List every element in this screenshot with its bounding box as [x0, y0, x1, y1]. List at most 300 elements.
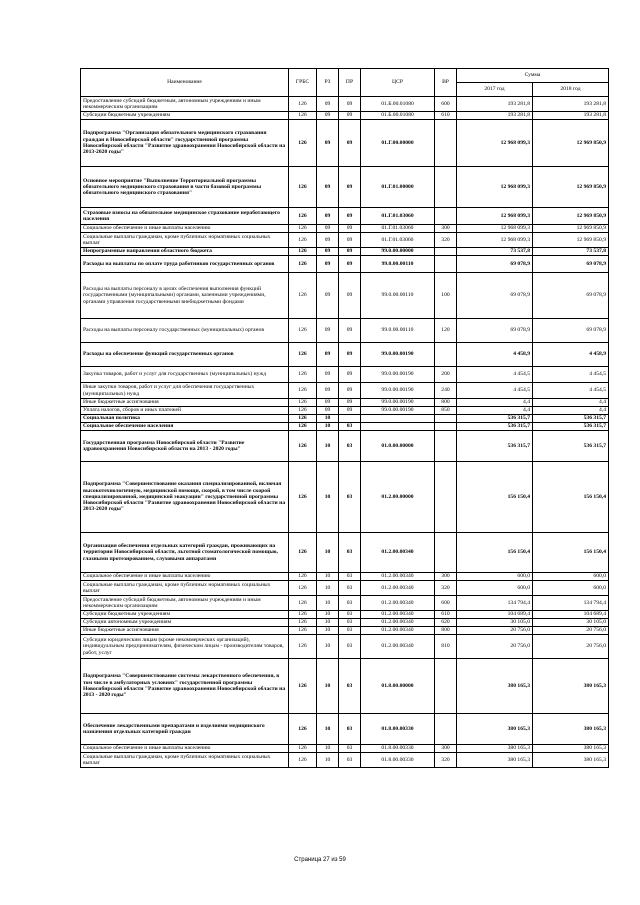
cell-y2018: 4 458,9 — [533, 343, 609, 367]
cell-y2017: 600,0 — [457, 581, 533, 596]
cell-grbs: 126 — [289, 112, 317, 120]
cell-name: Социальная политика — [81, 415, 289, 423]
cell-rz: 09 — [317, 399, 339, 407]
header-csr: ЦСР — [361, 69, 435, 97]
cell-grbs: 126 — [289, 745, 317, 753]
cell-pr: 03 — [339, 462, 361, 533]
cell-y2017: 193 281,8 — [457, 97, 533, 112]
cell-vr — [435, 415, 457, 423]
cell-pr: 09 — [339, 208, 361, 225]
cell-y2017: 536 315,7 — [457, 423, 533, 431]
cell-y2017: 193 281,8 — [457, 112, 533, 120]
cell-name: Закупка товаров, работ и услуг для государственных (муниципальных) нужд — [81, 367, 289, 383]
cell-y2018: 536 315,7 — [533, 423, 609, 431]
table-row — [81, 248, 609, 256]
cell-csr: 01.Г.01.03060 — [361, 233, 435, 248]
cell-pr: 09 — [339, 399, 361, 407]
cell-y2017: 12 968 099,3 — [457, 120, 533, 167]
cell-y2017: 536 315,7 — [457, 431, 533, 462]
header-pr: ПР — [339, 69, 361, 97]
header-name: Наименование — [81, 69, 289, 97]
cell-pr: 09 — [339, 273, 361, 319]
table-row — [81, 596, 609, 611]
cell-csr: 01.8.00.00330 — [361, 753, 435, 768]
cell-grbs: 126 — [289, 225, 317, 233]
cell-y2018: 193 281,8 — [533, 97, 609, 112]
cell-csr: 01.0.00.00000 — [361, 431, 435, 462]
cell-name: Расходы на выплаты персоналу в целях обеспечения выполнения функций государственными (муниципальными) органами, казенными учреждениями, органами управления государственными внебюджетными фондами — [81, 273, 289, 319]
cell-rz: 09 — [317, 407, 339, 415]
header-2018: 2018 год — [533, 83, 609, 97]
cell-vr: 300 — [435, 573, 457, 581]
cell-pr: 03 — [339, 619, 361, 627]
cell-pr: 03 — [339, 573, 361, 581]
table-row — [81, 431, 609, 462]
cell-y2017: 380 165,3 — [457, 753, 533, 768]
cell-vr: 120 — [435, 319, 457, 343]
cell-pr: 03 — [339, 753, 361, 768]
cell-y2018: 536 315,7 — [533, 415, 609, 423]
cell-name: Подпрограмма "Организация обязательного медицинского страхования граждан в Новосибирской области" государственной программы Новосибирской области "Развитие здравоохранения Новосибирской области на 2013-2020 годы" — [81, 120, 289, 167]
cell-pr: 09 — [339, 167, 361, 208]
cell-grbs: 126 — [289, 423, 317, 431]
cell-csr: 01.Б.00.01080 — [361, 97, 435, 112]
cell-vr: 100 — [435, 273, 457, 319]
cell-y2018: 4 454,5 — [533, 383, 609, 399]
cell-grbs: 126 — [289, 753, 317, 768]
table-row — [81, 407, 609, 415]
cell-vr — [435, 431, 457, 462]
cell-rz: 10 — [317, 753, 339, 768]
cell-rz: 10 — [317, 573, 339, 581]
cell-rz: 10 — [317, 619, 339, 627]
cell-rz: 09 — [317, 256, 339, 273]
cell-y2017: 20 756,0 — [457, 627, 533, 635]
table-row — [81, 112, 609, 120]
cell-vr: 610 — [435, 112, 457, 120]
cell-csr — [361, 415, 435, 423]
cell-y2018: 12 969 850,9 — [533, 167, 609, 208]
cell-csr: 99.0.00.00000 — [361, 248, 435, 256]
cell-csr: 01.Г.00.00000 — [361, 120, 435, 167]
table-row — [81, 627, 609, 635]
cell-y2018: 156 150,4 — [533, 462, 609, 533]
cell-pr: 09 — [339, 248, 361, 256]
cell-vr: 800 — [435, 399, 457, 407]
cell-grbs: 126 — [289, 167, 317, 208]
cell-vr: 800 — [435, 627, 457, 635]
cell-csr: 99.0.00.00190 — [361, 343, 435, 367]
cell-grbs: 126 — [289, 533, 317, 573]
cell-vr — [435, 423, 457, 431]
cell-vr: 600 — [435, 97, 457, 112]
cell-y2018: 4 454,5 — [533, 367, 609, 383]
table-row — [81, 399, 609, 407]
cell-grbs: 126 — [289, 714, 317, 745]
cell-rz: 09 — [317, 383, 339, 399]
cell-vr: 610 — [435, 611, 457, 619]
cell-y2018: 380 165,3 — [533, 745, 609, 753]
cell-rz: 09 — [317, 208, 339, 225]
cell-y2018: 380 165,3 — [533, 714, 609, 745]
table-row — [81, 167, 609, 208]
cell-csr: 99.0.00.00190 — [361, 407, 435, 415]
table-row — [81, 383, 609, 399]
cell-pr: 09 — [339, 225, 361, 233]
cell-y2018: 380 165,3 — [533, 659, 609, 714]
cell-vr: 320 — [435, 753, 457, 768]
cell-y2018: 69 078,9 — [533, 319, 609, 343]
cell-csr: 01.2.00.00340 — [361, 596, 435, 611]
cell-vr: 320 — [435, 233, 457, 248]
cell-y2018: 12 969 850,9 — [533, 225, 609, 233]
cell-pr: 09 — [339, 319, 361, 343]
cell-rz: 09 — [317, 367, 339, 383]
cell-name: Обеспечение лекарственными препаратами и изделиями медицинского назначения отдельных категорий граждан — [81, 714, 289, 745]
cell-name: Подпрограмма "Совершенствование оказания специализированной, включая высокотехнологичную, медицинской помощи, скорой, в том числе скорой специализированной, медицинской эвакуации" государственной программы Новосибирской области "Развитие здравоохранения Новосибирской области на 2013-2020 годы" — [81, 462, 289, 533]
cell-grbs: 126 — [289, 635, 317, 659]
cell-grbs: 126 — [289, 208, 317, 225]
cell-name: Расходы на выплаты по оплате труда работников государственных органов — [81, 256, 289, 273]
table-row — [81, 415, 609, 423]
cell-y2018: 69 078,9 — [533, 256, 609, 273]
cell-name: Социальные выплаты гражданам, кроме публичных нормативных социальных выплат — [81, 753, 289, 768]
table-row — [81, 343, 609, 367]
cell-pr: 03 — [339, 581, 361, 596]
cell-grbs: 126 — [289, 319, 317, 343]
table-row — [81, 233, 609, 248]
cell-vr: 850 — [435, 407, 457, 415]
table-row — [81, 611, 609, 619]
header-grbs: ГРБС — [289, 69, 317, 97]
cell-name: Расходы на обеспечение функций государственных органов — [81, 343, 289, 367]
cell-name: Иные закупки товаров, работ и услуг для обеспечения государственных (муниципальных) нужд — [81, 383, 289, 399]
cell-y2017: 4 454,5 — [457, 367, 533, 383]
cell-y2018: 73 537,8 — [533, 248, 609, 256]
cell-rz: 10 — [317, 431, 339, 462]
cell-rz: 10 — [317, 533, 339, 573]
cell-y2018: 4,4 — [533, 399, 609, 407]
cell-y2017: 69 078,9 — [457, 319, 533, 343]
cell-grbs: 126 — [289, 415, 317, 423]
cell-name: Социальные выплаты гражданам, кроме публичных нормативных социальных выплат — [81, 233, 289, 248]
cell-vr: 200 — [435, 367, 457, 383]
cell-name: Организация обеспечения отдельных категорий граждан, проживающих на территории Новосибирской области, льготной стоматологической помощью, глазными протезированием, слуховыми аппаратами — [81, 533, 289, 573]
cell-pr: 09 — [339, 383, 361, 399]
cell-csr: 01.2.00.00340 — [361, 573, 435, 581]
cell-y2018: 20 756,0 — [533, 627, 609, 635]
cell-vr — [435, 256, 457, 273]
cell-y2018: 12 969 850,9 — [533, 208, 609, 225]
table-row — [81, 745, 609, 753]
cell-csr: 01.8.00.00330 — [361, 714, 435, 745]
cell-y2017: 380 165,3 — [457, 659, 533, 714]
cell-y2018: 156 150,4 — [533, 533, 609, 573]
cell-y2018: 20 756,0 — [533, 635, 609, 659]
cell-grbs: 126 — [289, 431, 317, 462]
cell-csr: 99.0.00.00190 — [361, 367, 435, 383]
table-row — [81, 659, 609, 714]
table-row — [81, 753, 609, 768]
cell-vr: 600 — [435, 596, 457, 611]
cell-grbs: 126 — [289, 367, 317, 383]
cell-rz: 10 — [317, 635, 339, 659]
cell-rz: 10 — [317, 627, 339, 635]
table-row — [81, 273, 609, 319]
cell-grbs: 126 — [289, 383, 317, 399]
cell-vr: 300 — [435, 745, 457, 753]
cell-pr: 03 — [339, 627, 361, 635]
table-row — [81, 635, 609, 659]
cell-grbs: 126 — [289, 581, 317, 596]
cell-name: Расходы на выплаты персоналу государственных (муниципальных) органов — [81, 319, 289, 343]
cell-grbs: 126 — [289, 627, 317, 635]
cell-rz: 09 — [317, 225, 339, 233]
cell-csr — [361, 423, 435, 431]
cell-csr: 01.2.00.00340 — [361, 635, 435, 659]
cell-rz: 10 — [317, 423, 339, 431]
cell-y2018: 104 689,4 — [533, 611, 609, 619]
cell-pr: 03 — [339, 659, 361, 714]
cell-name: Социальное обеспечение и иные выплаты населению — [81, 225, 289, 233]
cell-name: Непрограммные направления областного бюджета — [81, 248, 289, 256]
cell-pr — [339, 415, 361, 423]
cell-grbs: 126 — [289, 596, 317, 611]
cell-y2017: 134 794,4 — [457, 596, 533, 611]
cell-csr: 01.2.00.00340 — [361, 627, 435, 635]
cell-y2017: 600,0 — [457, 573, 533, 581]
table-row — [81, 367, 609, 383]
cell-rz: 09 — [317, 120, 339, 167]
cell-csr: 01.2.00.00340 — [361, 533, 435, 573]
cell-y2017: 30 105,0 — [457, 619, 533, 627]
cell-y2018: 69 078,9 — [533, 273, 609, 319]
cell-vr — [435, 248, 457, 256]
header-2017: 2017 год — [457, 83, 533, 97]
cell-grbs: 126 — [289, 619, 317, 627]
cell-csr: 99.0.00.00190 — [361, 399, 435, 407]
cell-y2017: 4 454,5 — [457, 383, 533, 399]
cell-name: Уплата налогов, сборов и иных платежей — [81, 407, 289, 415]
cell-name: Основное мероприятие "Выполнение Территориальной программы обязательного медицинского страхования в части базовой программы обязательного медицинского страхования" — [81, 167, 289, 208]
cell-csr: 01.Г.01.03060 — [361, 225, 435, 233]
cell-csr: 01.2.00.00340 — [361, 611, 435, 619]
cell-pr: 03 — [339, 611, 361, 619]
cell-grbs: 126 — [289, 97, 317, 112]
cell-y2017: 12 968 099,3 — [457, 208, 533, 225]
cell-rz: 09 — [317, 273, 339, 319]
cell-rz: 09 — [317, 343, 339, 367]
table-row — [81, 533, 609, 573]
cell-csr: 99.0.00.00190 — [361, 383, 435, 399]
cell-grbs: 126 — [289, 462, 317, 533]
cell-pr: 09 — [339, 112, 361, 120]
cell-name: Субсидии юридическим лицам (кроме некоммерческих организаций), индивидуальным предпринимателям, физическим лицам - производителям товаров, работ, услуг — [81, 635, 289, 659]
cell-pr: 09 — [339, 407, 361, 415]
cell-csr: 01.2.00.00000 — [361, 462, 435, 533]
cell-y2017: 12 968 099,3 — [457, 233, 533, 248]
cell-vr: 620 — [435, 619, 457, 627]
cell-name: Социальное обеспечение и иные выплаты населению — [81, 573, 289, 581]
cell-y2018: 600,0 — [533, 581, 609, 596]
cell-csr: 01.2.00.00340 — [361, 581, 435, 596]
cell-y2018: 380 165,3 — [533, 753, 609, 768]
table-row — [81, 208, 609, 225]
cell-y2017: 4 458,9 — [457, 343, 533, 367]
cell-vr: 320 — [435, 581, 457, 596]
cell-csr: 01.Г.01.03060 — [361, 208, 435, 225]
cell-name: Предоставление субсидий бюджетным, автономным учреждениям и иным некоммерческим организациям — [81, 596, 289, 611]
cell-name: Иные бюджетные ассигнования — [81, 399, 289, 407]
cell-pr: 03 — [339, 596, 361, 611]
cell-vr — [435, 208, 457, 225]
table-row — [81, 573, 609, 581]
cell-rz: 10 — [317, 745, 339, 753]
cell-rz: 09 — [317, 248, 339, 256]
cell-rz: 09 — [317, 112, 339, 120]
cell-csr: 99.0.00.00110 — [361, 319, 435, 343]
cell-grbs: 126 — [289, 611, 317, 619]
cell-csr: 01.8.00.00000 — [361, 659, 435, 714]
cell-vr: 300 — [435, 225, 457, 233]
cell-vr: 810 — [435, 635, 457, 659]
cell-rz: 10 — [317, 659, 339, 714]
cell-name: Социальное обеспечение населения — [81, 423, 289, 431]
cell-rz: 10 — [317, 611, 339, 619]
cell-y2017: 73 537,8 — [457, 248, 533, 256]
cell-rz: 10 — [317, 415, 339, 423]
cell-y2017: 4,4 — [457, 407, 533, 415]
cell-pr: 03 — [339, 635, 361, 659]
cell-vr: 240 — [435, 383, 457, 399]
cell-pr: 09 — [339, 367, 361, 383]
cell-y2018: 134 794,4 — [533, 596, 609, 611]
cell-csr: 01.Г.01.00000 — [361, 167, 435, 208]
cell-grbs: 126 — [289, 407, 317, 415]
cell-vr — [435, 462, 457, 533]
cell-y2018: 12 969 850,9 — [533, 233, 609, 248]
cell-grbs: 126 — [289, 399, 317, 407]
cell-y2018: 4,4 — [533, 407, 609, 415]
cell-csr: 01.2.00.00340 — [361, 619, 435, 627]
table-row — [81, 423, 609, 431]
cell-y2017: 69 078,9 — [457, 273, 533, 319]
cell-grbs: 126 — [289, 273, 317, 319]
table-row — [81, 120, 609, 167]
header-sum: Сумма — [457, 69, 609, 83]
table-row — [81, 256, 609, 273]
cell-rz: 10 — [317, 714, 339, 745]
cell-y2017: 536 315,7 — [457, 415, 533, 423]
cell-y2017: 380 165,3 — [457, 714, 533, 745]
cell-y2017: 104 689,4 — [457, 611, 533, 619]
cell-csr: 99.0.00.00110 — [361, 256, 435, 273]
cell-y2018: 30 105,0 — [533, 619, 609, 627]
cell-pr: 03 — [339, 714, 361, 745]
header-vr: ВР — [435, 69, 457, 97]
cell-y2017: 12 968 099,3 — [457, 225, 533, 233]
cell-pr: 09 — [339, 343, 361, 367]
cell-csr: 01.Б.00.01080 — [361, 112, 435, 120]
header-rz: РЗ — [317, 69, 339, 97]
cell-rz: 09 — [317, 167, 339, 208]
cell-rz: 09 — [317, 233, 339, 248]
cell-grbs: 126 — [289, 659, 317, 714]
cell-name: Субсидии бюджетным учреждениям — [81, 611, 289, 619]
cell-rz: 10 — [317, 581, 339, 596]
cell-pr: 09 — [339, 97, 361, 112]
table-row — [81, 462, 609, 533]
cell-grbs: 126 — [289, 343, 317, 367]
cell-name: Подпрограмма "Совершенствование системы лекарственного обеспечения, в том числе в амбулаторных условиях" государственной программы Новосибирской области "Развитие здравоохранения Новосибирской области на 2013 - 2020 годы" — [81, 659, 289, 714]
table-body — [81, 97, 609, 768]
cell-pr: 03 — [339, 431, 361, 462]
cell-vr — [435, 659, 457, 714]
cell-pr: 03 — [339, 533, 361, 573]
cell-name: Страховые взносы на обязательное медицинское страхование неработающего населения — [81, 208, 289, 225]
table-row — [81, 619, 609, 627]
cell-csr: 01.8.00.00330 — [361, 745, 435, 753]
cell-y2017: 156 150,4 — [457, 462, 533, 533]
cell-name: Иные бюджетные ассигнования — [81, 627, 289, 635]
cell-y2018: 12 969 850,9 — [533, 120, 609, 167]
cell-name: Социальные выплаты гражданам, кроме публичных нормативных социальных выплат — [81, 581, 289, 596]
cell-grbs: 126 — [289, 256, 317, 273]
cell-y2017: 12 968 099,3 — [457, 167, 533, 208]
cell-grbs: 126 — [289, 248, 317, 256]
cell-rz: 10 — [317, 462, 339, 533]
cell-pr: 09 — [339, 120, 361, 167]
table-row — [81, 319, 609, 343]
cell-name: Государственная программа Новосибирской области "Развитие здравоохранения Новосибирской области на 2013 - 2020 годы" — [81, 431, 289, 462]
cell-grbs: 126 — [289, 233, 317, 248]
cell-name: Социальное обеспечение и иные выплаты населению — [81, 745, 289, 753]
cell-vr — [435, 714, 457, 745]
cell-rz: 10 — [317, 596, 339, 611]
cell-pr: 03 — [339, 745, 361, 753]
cell-grbs: 126 — [289, 120, 317, 167]
cell-y2017: 4,4 — [457, 399, 533, 407]
cell-pr: 03 — [339, 423, 361, 431]
cell-y2018: 536 315,7 — [533, 431, 609, 462]
table-row — [81, 581, 609, 596]
cell-name: Субсидии автономным учреждениям — [81, 619, 289, 627]
cell-vr — [435, 533, 457, 573]
cell-rz: 09 — [317, 97, 339, 112]
cell-vr — [435, 167, 457, 208]
table-row — [81, 225, 609, 233]
cell-vr — [435, 343, 457, 367]
cell-y2018: 600,0 — [533, 573, 609, 581]
page-number: Страница 27 из 59 — [294, 857, 346, 863]
cell-rz: 09 — [317, 319, 339, 343]
cell-name: Предоставление субсидий бюджетным, автономным учреждениям и иным некоммерческим организациям — [81, 97, 289, 112]
table-row — [81, 97, 609, 112]
cell-y2017: 156 150,4 — [457, 533, 533, 573]
cell-vr — [435, 120, 457, 167]
cell-y2018: 193 281,8 — [533, 112, 609, 120]
cell-csr: 99.0.00.00110 — [361, 273, 435, 319]
cell-pr: 09 — [339, 256, 361, 273]
cell-name: Субсидии бюджетным учреждениям — [81, 112, 289, 120]
budget-table — [80, 68, 609, 768]
cell-pr: 09 — [339, 233, 361, 248]
cell-y2017: 20 756,0 — [457, 635, 533, 659]
cell-y2017: 380 165,3 — [457, 745, 533, 753]
cell-grbs: 126 — [289, 573, 317, 581]
table-row — [81, 714, 609, 745]
cell-y2017: 69 078,9 — [457, 256, 533, 273]
